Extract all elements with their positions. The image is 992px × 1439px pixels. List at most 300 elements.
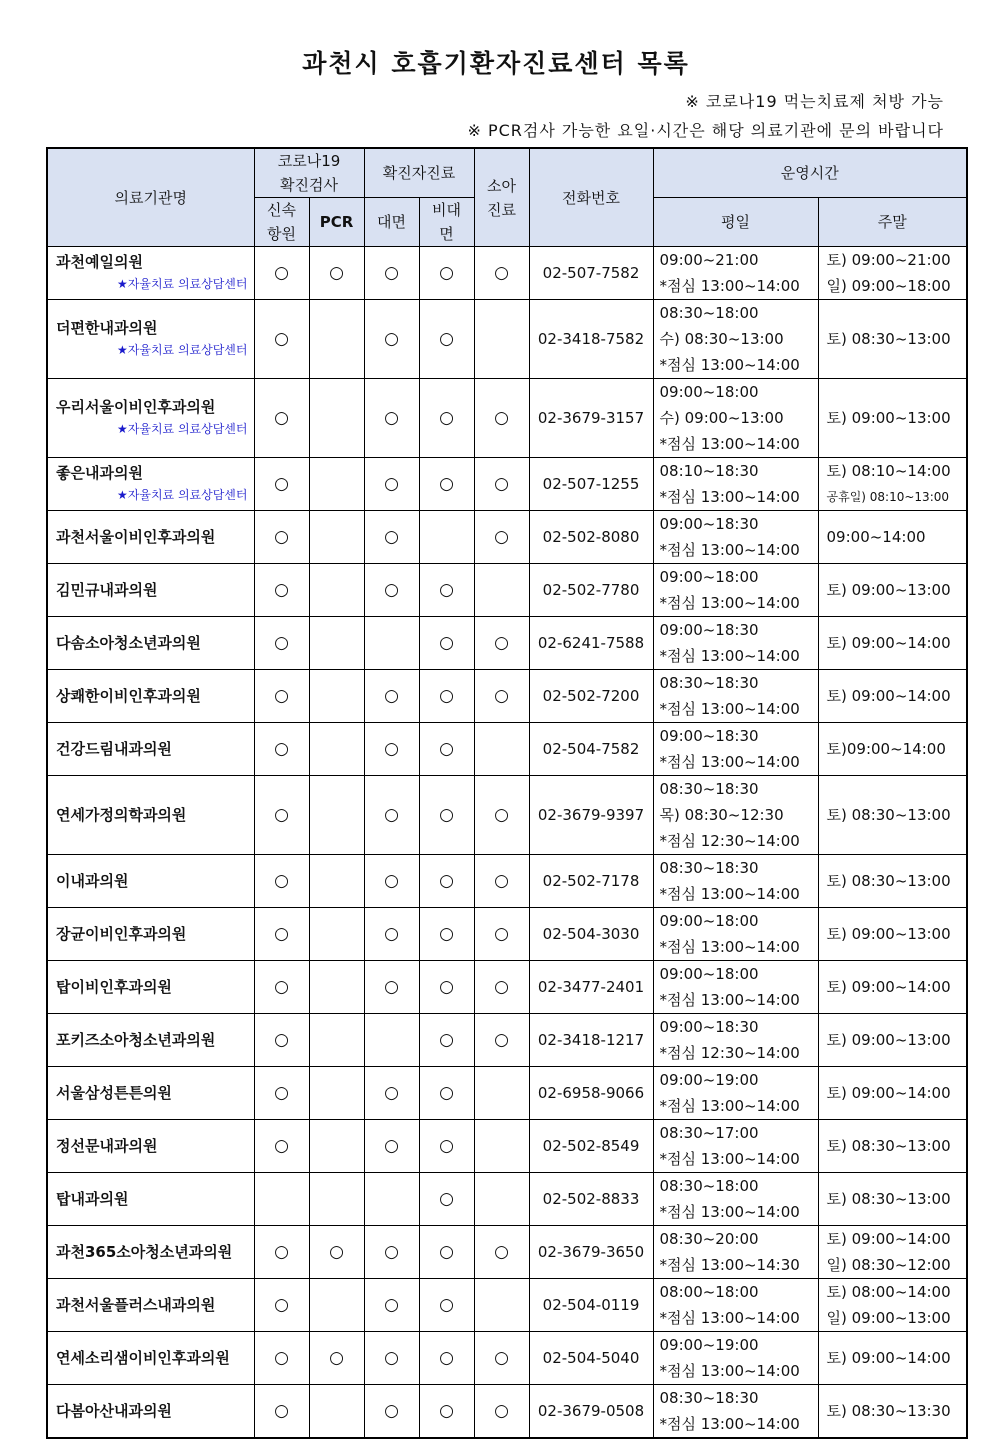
weekend-hours-line: 일) 09:00~13:00 [826,1309,951,1327]
pcr-mark: ○ [309,1332,364,1385]
pediatric-mark [474,723,529,776]
weekend-hours-line: 토) 09:00~14:00 [826,687,951,705]
weekend-hours [818,1385,967,1439]
weekend-hours-line: 토) 08:30~13:00 [826,806,951,824]
phone-number: 02-504-0119 [529,1279,653,1332]
clinic-name: 탑내과의원 [56,1190,129,1208]
face-mark: ○ [364,670,419,723]
pcr-mark [309,379,364,458]
weekend-hours [818,379,967,458]
weekday-hours-line: *점심 13:00~14:00 [659,594,800,612]
clinic-name: 탑이비인후과의원 [56,978,172,996]
weekend-hours-line: 토) 09:00~14:00 [826,634,951,652]
pediatric-mark: ○ [474,908,529,961]
weekend-hours-line: 토) 09:00~14:00 [826,978,951,996]
weekday-hours-line: 09:00~18:30 [659,515,759,533]
weekday-hours-line: *점심 13:00~14:00 [659,885,800,903]
weekend-hours [818,776,967,855]
pediatric-mark [474,1173,529,1226]
clinic-name-cell [47,564,254,617]
header-name: 의료기관명 [47,148,254,247]
pcr-mark [309,1067,364,1120]
pediatric-mark: ○ [474,1385,529,1439]
weekend-hours-line: 일) 09:00~18:00 [826,277,951,295]
table-row [47,1279,967,1332]
clinic-name-cell [47,1279,254,1332]
weekday-hours-line: 수) 08:30~13:00 [659,330,784,348]
weekday-hours [653,1279,818,1332]
pediatric-mark: ○ [474,1332,529,1385]
rapid-mark: ○ [254,564,309,617]
nonface-mark: ○ [419,1385,474,1439]
nonface-mark: ○ [419,776,474,855]
weekend-hours [818,511,967,564]
weekday-hours-line: 08:30~18:00 [659,1177,759,1195]
weekend-hours-line: 토) 08:30~13:30 [826,1402,951,1420]
page-title: 과천시 호흡기환자진료센터 목록 [302,49,690,78]
phone-number: 02-3679-3650 [529,1226,653,1279]
weekday-hours-line: *점심 12:30~14:00 [659,1044,800,1062]
weekday-hours-line: *점심 13:00~14:00 [659,356,800,374]
weekday-hours-line: *점심 13:00~14:00 [659,1415,800,1433]
weekend-hours [818,564,967,617]
pcr-mark [309,617,364,670]
nonface-mark: ○ [419,1120,474,1173]
clinic-name: 장균이비인후과의원 [56,925,187,943]
rapid-mark: ○ [254,1332,309,1385]
rapid-mark: ○ [254,1014,309,1067]
phone-number: 02-3679-0508 [529,1385,653,1439]
weekend-hours [818,1226,967,1279]
table-row [47,564,967,617]
weekday-hours-line: 08:30~17:00 [659,1124,759,1142]
weekend-hours [818,1332,967,1385]
weekend-hours-line: 토) 08:30~13:00 [826,872,951,890]
table-row [47,1120,967,1173]
weekend-hours-line: 토)09:00~14:00 [826,740,946,758]
rapid-mark: ○ [254,617,309,670]
weekday-hours-line: 09:00~18:00 [659,965,759,983]
weekday-hours-line: 09:00~18:30 [659,1018,759,1036]
weekend-hours [818,1067,967,1120]
weekend-hours-line: 토) 09:00~14:00 [826,1084,951,1102]
counseling-center-label: ★자율치료 의료상담센터 [117,488,248,502]
clinic-name: 우리서울이비인후과의원 [56,398,216,416]
face-mark: ○ [364,855,419,908]
header-rapid: 신속 항원 [254,198,309,247]
weekend-hours [818,1014,967,1067]
counseling-center-label: ★자율치료 의료상담센터 [117,343,248,357]
weekday-hours-line: *점심 13:00~14:00 [659,488,800,506]
weekday-hours-line: 목) 08:30~12:30 [659,806,784,824]
rapid-mark [254,1173,309,1226]
clinic-name: 연세소리샘이비인후과의원 [56,1349,230,1367]
weekday-hours-line: *점심 12:30~14:00 [659,832,800,850]
table-row [47,1014,967,1067]
weekend-hours-line: 토) 09:00~21:00 [826,251,951,269]
pediatric-mark: ○ [474,670,529,723]
table-row [47,379,967,458]
weekday-hours-line: *점심 13:00~14:00 [659,938,800,956]
weekday-hours-line: 수) 09:00~13:00 [659,409,784,427]
pcr-mark [309,564,364,617]
pediatric-mark: ○ [474,855,529,908]
face-mark: ○ [364,458,419,511]
clinic-name-cell [47,776,254,855]
weekday-hours-line: *점심 13:00~14:00 [659,647,800,665]
header-nonface: 비대 면 [419,198,474,247]
pcr-mark [309,1120,364,1173]
face-mark: ○ [364,300,419,379]
table-row [47,617,967,670]
table-row [47,776,967,855]
rapid-mark: ○ [254,723,309,776]
clinic-table [46,147,968,1439]
face-mark: ○ [364,1332,419,1385]
weekend-hours-line: 09:00~14:00 [826,528,926,546]
pcr-mark [309,670,364,723]
clinic-name-cell [47,670,254,723]
weekend-hours-line: 토) 09:00~14:00 [826,1230,951,1248]
phone-number: 02-3477-2401 [529,961,653,1014]
weekend-hours [818,961,967,1014]
pediatric-mark [474,300,529,379]
weekday-hours-line: *점심 13:00~14:00 [659,991,800,1009]
weekend-hours-line: 토) 09:00~13:00 [826,925,951,943]
phone-number: 02-3418-1217 [529,1014,653,1067]
weekday-hours-line: *점심 13:00~14:00 [659,1362,800,1380]
clinic-name: 다봄아산내과의원 [56,1402,172,1420]
weekday-hours [653,1226,818,1279]
nonface-mark: ○ [419,564,474,617]
phone-number: 02-507-7582 [529,247,653,300]
weekday-hours [653,1385,818,1439]
weekend-hours [818,300,967,379]
weekend-hours-line: 토) 08:10~14:00 [826,462,951,480]
pcr-mark [309,723,364,776]
phone-number: 02-6241-7588 [529,617,653,670]
counseling-center-label: ★자율치료 의료상담센터 [117,277,248,291]
rapid-mark: ○ [254,1120,309,1173]
weekend-hours [818,908,967,961]
weekday-hours-line: *점심 13:00~14:00 [659,753,800,771]
weekday-hours [653,247,818,300]
weekday-hours-line: 08:30~18:30 [659,1389,759,1407]
weekend-hours [818,1120,967,1173]
pcr-mark [309,1279,364,1332]
weekend-hours [818,723,967,776]
rapid-mark: ○ [254,776,309,855]
weekday-hours-line: 09:00~19:00 [659,1336,759,1354]
weekday-hours [653,1014,818,1067]
rapid-mark: ○ [254,300,309,379]
weekday-hours [653,670,818,723]
face-mark: ○ [364,564,419,617]
pcr-mark [309,511,364,564]
note-pcr-inquiry: ※ PCR검사 가능한 요일·시간은 해당 의료기관에 문의 바랍니다 [467,121,944,140]
rapid-mark: ○ [254,379,309,458]
weekday-hours-line: *점심 13:00~14:00 [659,700,800,718]
rapid-mark: ○ [254,1385,309,1439]
pediatric-mark [474,1067,529,1120]
pcr-mark [309,776,364,855]
weekday-hours [653,1332,818,1385]
weekend-hours [818,855,967,908]
phone-number: 02-3418-7582 [529,300,653,379]
weekday-hours-line: *점심 13:00~14:00 [659,435,800,453]
nonface-mark: ○ [419,458,474,511]
nonface-mark: ○ [419,1173,474,1226]
weekday-hours [653,511,818,564]
pcr-mark [309,855,364,908]
clinic-name-cell [47,617,254,670]
note-oral-treatment: ※ 코로나19 먹는치료제 처방 가능 [685,92,944,111]
clinic-name: 건강드림내과의원 [56,740,172,758]
clinic-name: 김민규내과의원 [56,581,158,599]
nonface-mark: ○ [419,1014,474,1067]
clinic-name: 과천예일의원 [56,253,143,271]
face-mark: ○ [364,961,419,1014]
header-phone: 전화번호 [529,148,653,247]
weekend-hours [818,670,967,723]
table-row [47,670,967,723]
counseling-center-label: ★자율치료 의료상담센터 [117,422,248,436]
clinic-name: 더편한내과의원 [56,319,158,337]
nonface-mark: ○ [419,855,474,908]
weekday-hours-line: 09:00~18:30 [659,621,759,639]
weekday-hours [653,300,818,379]
nonface-mark: ○ [419,617,474,670]
weekday-hours-line: 09:00~18:30 [659,727,759,745]
table-body [47,247,967,1439]
weekday-hours [653,776,818,855]
clinic-name-cell [47,247,254,300]
header-hours: 운영시간 [653,148,967,198]
table-row [47,855,967,908]
pediatric-mark [474,564,529,617]
face-mark: ○ [364,511,419,564]
clinic-name-cell [47,855,254,908]
weekday-hours [653,564,818,617]
weekday-hours-line: 08:10~18:30 [659,462,759,480]
face-mark: ○ [364,1067,419,1120]
weekend-hours [818,458,967,511]
clinic-name: 이내과의원 [56,872,129,890]
weekend-hours-line: 공휴일) 08:10~13:00 [826,490,950,504]
rapid-mark: ○ [254,511,309,564]
weekday-hours-line: *점심 13:00~14:00 [659,1150,800,1168]
clinic-name: 상쾌한이비인후과의원 [56,687,201,705]
pediatric-mark: ○ [474,1226,529,1279]
table-row [47,961,967,1014]
face-mark: ○ [364,723,419,776]
phone-number: 02-502-7200 [529,670,653,723]
weekend-hours-line: 토) 09:00~13:00 [826,581,951,599]
header-covid-test: 코로나19 확진검사 [254,148,364,198]
nonface-mark [419,511,474,564]
pcr-mark: ○ [309,1226,364,1279]
rapid-mark: ○ [254,1226,309,1279]
header-face: 대면 [364,198,419,247]
clinic-name: 서울삼성튼튼의원 [56,1084,172,1102]
weekday-hours-line: *점심 13:00~14:00 [659,277,800,295]
face-mark [364,1014,419,1067]
weekday-hours [653,961,818,1014]
face-mark: ○ [364,247,419,300]
header-confirmed: 확진자진료 [364,148,474,198]
clinic-name-cell [47,1067,254,1120]
weekend-hours-line: 토) 08:30~13:00 [826,1190,951,1208]
rapid-mark: ○ [254,1067,309,1120]
weekend-hours-line: 토) 08:00~14:00 [826,1283,951,1301]
table-row [47,1173,967,1226]
nonface-mark: ○ [419,379,474,458]
table-row [47,1067,967,1120]
clinic-name: 과천서울플러스내과의원 [56,1296,216,1314]
pediatric-mark [474,1279,529,1332]
table-row [47,458,967,511]
clinic-name-cell [47,1173,254,1226]
clinic-name: 포키즈소아청소년과의원 [56,1031,216,1049]
face-mark [364,1173,419,1226]
weekday-hours-line: 08:30~18:00 [659,304,759,322]
phone-number: 02-502-7780 [529,564,653,617]
phone-number: 02-502-8833 [529,1173,653,1226]
pediatric-mark: ○ [474,458,529,511]
rapid-mark: ○ [254,1279,309,1332]
nonface-mark: ○ [419,247,474,300]
weekend-hours-line: 일) 08:30~12:00 [826,1256,951,1274]
nonface-mark: ○ [419,300,474,379]
header-pediatric: 소아 진료 [474,148,529,247]
weekend-hours [818,1173,967,1226]
pediatric-mark [474,1120,529,1173]
weekend-hours-line: 토) 09:00~13:00 [826,409,951,427]
weekday-hours-line: 09:00~18:00 [659,912,759,930]
face-mark: ○ [364,1279,419,1332]
weekday-hours [653,458,818,511]
rapid-mark: ○ [254,670,309,723]
nonface-mark: ○ [419,723,474,776]
pediatric-mark: ○ [474,1014,529,1067]
phone-number: 02-502-7178 [529,855,653,908]
nonface-mark: ○ [419,961,474,1014]
weekend-hours-line: 토) 08:30~13:00 [826,1137,951,1155]
pcr-mark [309,908,364,961]
weekend-hours [818,1279,967,1332]
rapid-mark: ○ [254,961,309,1014]
weekday-hours-line: 08:30~18:30 [659,859,759,877]
weekday-hours [653,379,818,458]
pcr-mark [309,458,364,511]
weekday-hours-line: *점심 13:00~14:00 [659,541,800,559]
phone-number: 02-6958-9066 [529,1067,653,1120]
weekday-hours-line: 08:30~18:30 [659,780,759,798]
weekday-hours [653,855,818,908]
pcr-mark [309,1385,364,1439]
clinic-name-cell [47,908,254,961]
nonface-mark: ○ [419,1279,474,1332]
clinic-name: 과천서울이비인후과의원 [56,528,216,546]
pcr-mark [309,300,364,379]
weekday-hours-line: 09:00~18:00 [659,568,759,586]
rapid-mark: ○ [254,458,309,511]
nonface-mark: ○ [419,908,474,961]
weekday-hours-line: 08:30~20:00 [659,1230,759,1248]
phone-number: 02-3679-3157 [529,379,653,458]
pcr-mark [309,1173,364,1226]
weekday-hours [653,1173,818,1226]
weekday-hours-line: 09:00~19:00 [659,1071,759,1089]
header-weekday: 평일 [653,198,818,247]
table-row [47,1332,967,1385]
table-row [47,300,967,379]
weekday-hours [653,723,818,776]
nonface-mark: ○ [419,1332,474,1385]
weekday-hours-line: 08:00~18:00 [659,1283,759,1301]
face-mark: ○ [364,1226,419,1279]
weekend-hours-line: 토) 08:30~13:00 [826,330,951,348]
clinic-name-cell [47,1226,254,1279]
weekday-hours [653,617,818,670]
table-row [47,908,967,961]
table-row [47,247,967,300]
weekday-hours [653,1120,818,1173]
phone-number: 02-504-5040 [529,1332,653,1385]
phone-number: 02-504-7582 [529,723,653,776]
face-mark: ○ [364,1120,419,1173]
phone-number: 02-504-3030 [529,908,653,961]
pediatric-mark: ○ [474,379,529,458]
pediatric-mark: ○ [474,247,529,300]
table-row [47,1226,967,1279]
weekday-hours [653,1067,818,1120]
weekday-hours-line: 09:00~21:00 [659,251,759,269]
face-mark: ○ [364,379,419,458]
clinic-name-cell [47,1385,254,1439]
pcr-mark [309,1014,364,1067]
weekday-hours-line: 08:30~18:30 [659,674,759,692]
weekend-hours [818,247,967,300]
weekday-hours-line: *점심 13:00~14:00 [659,1097,800,1115]
phone-number: 02-507-1255 [529,458,653,511]
weekday-hours-line: *점심 13:00~14:30 [659,1256,800,1274]
clinic-name-cell [47,300,254,379]
clinic-name: 정선문내과의원 [56,1137,158,1155]
header-pcr: PCR [309,198,364,247]
pediatric-mark: ○ [474,961,529,1014]
pcr-mark [309,961,364,1014]
weekend-hours-line: 토) 09:00~13:00 [826,1031,951,1049]
clinic-name-cell [47,723,254,776]
weekend-hours [818,617,967,670]
rapid-mark: ○ [254,247,309,300]
pediatric-mark: ○ [474,617,529,670]
clinic-name-cell [47,1120,254,1173]
clinic-name-cell [47,1332,254,1385]
phone-number: 02-502-8080 [529,511,653,564]
pediatric-mark: ○ [474,776,529,855]
rapid-mark: ○ [254,908,309,961]
weekday-hours-line: 09:00~18:00 [659,383,759,401]
weekday-hours-line: *점심 13:00~14:00 [659,1309,800,1327]
nonface-mark: ○ [419,1067,474,1120]
clinic-name-cell [47,379,254,458]
table-row [47,511,967,564]
pediatric-mark: ○ [474,511,529,564]
table-row [47,1385,967,1439]
table-row [47,723,967,776]
